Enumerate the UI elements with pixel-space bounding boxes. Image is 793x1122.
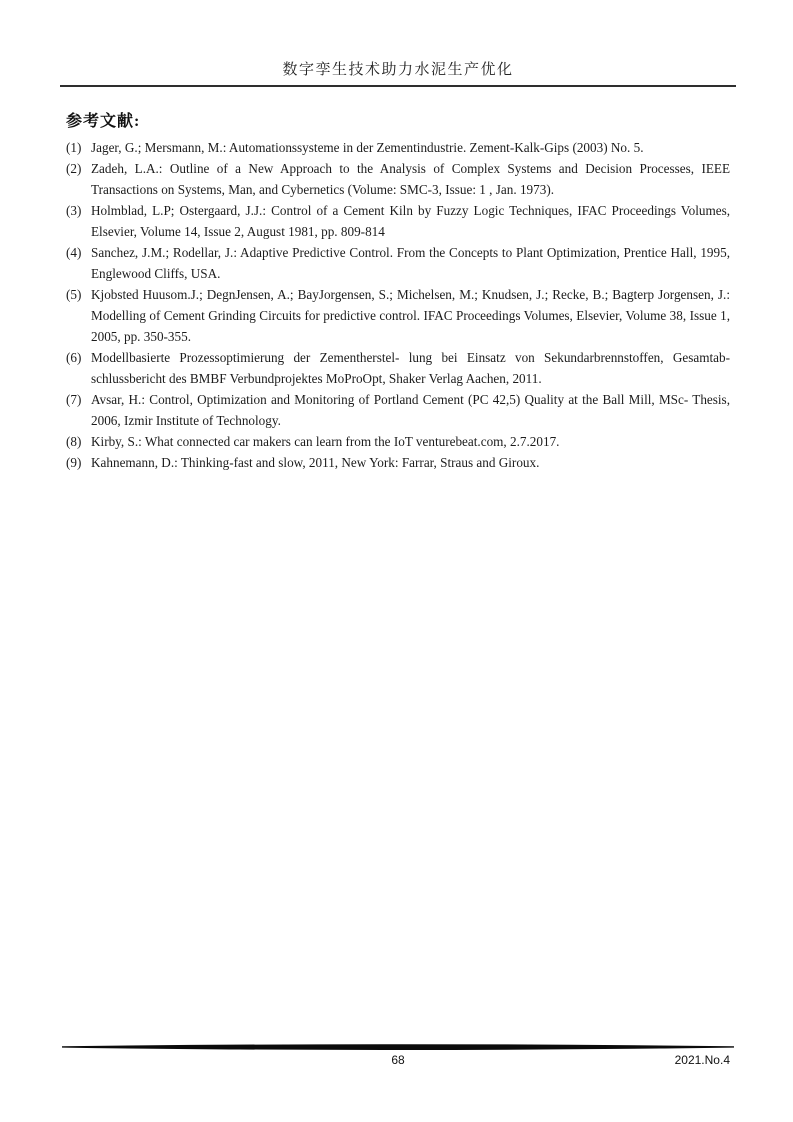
reference-item bbox=[66, 347, 730, 389]
header-rule bbox=[60, 85, 736, 87]
reference-item bbox=[66, 389, 730, 431]
reference-text: Modellbasierte Prozessoptimierung der Zementherstel- lung bei Einsatz von Sekundarbrennstoffen, Gesamtab- schlussbericht des BMBF Verbundprojektes MoProOpt, Shaker Verlag Aachen, 2011. bbox=[91, 350, 730, 386]
reference-text: Zadeh, L.A.: Outline of a New Approach to the Analysis of Complex Systems and Decision Processes, IEEE Transactions on Systems, Man, and Cybernetics (Volume: SMC-3, Issue: 1 , Jan. 1973). bbox=[91, 161, 730, 197]
reference-item bbox=[66, 452, 730, 473]
page-header-title: 数字孪生技术助力水泥生产优化 bbox=[282, 62, 514, 78]
reference-number: (9) bbox=[66, 455, 82, 470]
reference-text: Kahnemann, D.: Thinking-fast and slow, 2011, New York: Farrar, Straus and Giroux. bbox=[91, 455, 540, 470]
reference-item bbox=[66, 284, 730, 347]
reference-text: Holmblad, L.P; Ostergaard, J.J.: Control of a Cement Kiln by Fuzzy Logic Techniques, IFAC Proceedings Volumes, Elsevier, Volume 14, Issue 2, August 1981, pp. 809-814 bbox=[91, 203, 730, 239]
footer-issue-label: 2021.No.4 bbox=[674, 1053, 730, 1067]
reference-text: Kirby, S.: What connected car makers can learn from the IoT venturebeat.com, 2.7.2017. bbox=[91, 434, 560, 449]
reference-text: Avsar, H.: Control, Optimization and Monitoring of Portland Cement (PC 42,5) Quality at the Ball Mill, MSc- Thesis, 2006, Izmir Institute of Technology. bbox=[91, 392, 730, 428]
reference-number: (2) bbox=[66, 161, 82, 176]
reference-number: (8) bbox=[66, 434, 82, 449]
reference-number: (4) bbox=[66, 245, 82, 260]
references-heading: 参考文献: bbox=[66, 113, 141, 130]
reference-item bbox=[66, 158, 730, 200]
reference-text: Sanchez, J.M.; Rodellar, J.: Adaptive Predictive Control. From the Concepts to Plant Optimization, Prentice Hall, 1995, Englewood Cliffs, USA. bbox=[91, 245, 730, 281]
reference-text: Kjobsted Huusom.J.; DegnJensen, A.; BayJorgensen, S.; Michelsen, M.; Knudsen, J.; Recke, B.; Bagterp Jorgensen, J.: Modelling of Cement Grinding Circuits for predictive control. IFAC Proceedings Volumes, Elsevier, Volume 38, Issue 1, 2005, pp. 350-355. bbox=[91, 287, 730, 344]
reference-number: (3) bbox=[66, 203, 82, 218]
reference-number: (5) bbox=[66, 287, 82, 302]
references-list bbox=[66, 137, 730, 473]
reference-item bbox=[66, 242, 730, 284]
reference-item bbox=[66, 200, 730, 242]
footer-page-number: 68 bbox=[391, 1053, 405, 1067]
reference-number: (7) bbox=[66, 392, 82, 407]
footer-rule bbox=[62, 1043, 734, 1052]
reference-text: Jager, G.; Mersmann, M.: Automationssysteme in der Zementindustrie. Zement-Kalk-Gips (2003) No. 5. bbox=[91, 140, 644, 155]
reference-number: (1) bbox=[66, 140, 82, 155]
reference-item bbox=[66, 431, 730, 452]
reference-number: (6) bbox=[66, 350, 82, 365]
reference-item bbox=[66, 137, 730, 158]
